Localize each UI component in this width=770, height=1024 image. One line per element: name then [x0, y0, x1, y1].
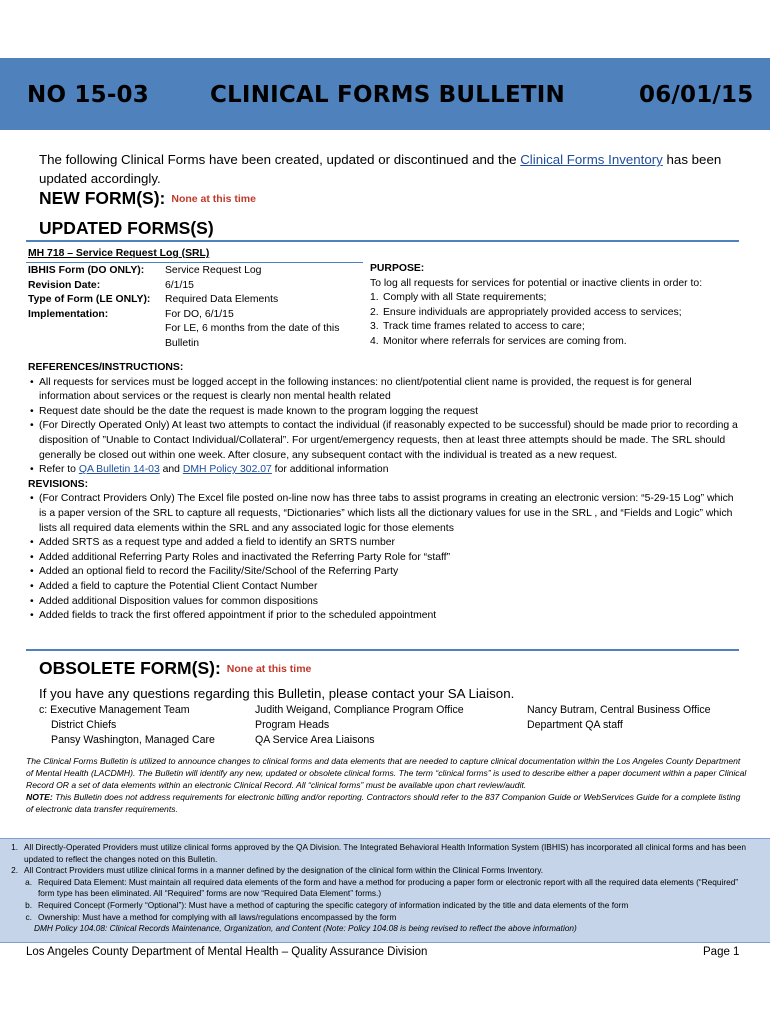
cc-entry: Judith Weigand, Compliance Program Office: [255, 704, 464, 716]
footer-organization: Los Angeles County Department of Mental Health – Quality Assurance Division: [26, 946, 428, 958]
revision-item: • Added SRTS as a request type and added a field to identify an SRTS number: [30, 537, 396, 549]
form-field-row: [28, 279, 365, 294]
field-label: Revision Date:: [28, 279, 101, 291]
cc-column-1: [39, 703, 215, 747]
obsolete-forms-heading: [39, 658, 311, 679]
purpose-item: 2. Ensure individuals are appropriately provided access to services;: [370, 306, 682, 318]
purpose-item: 4. Monitor where referrals for services are coming from.: [370, 335, 627, 347]
form-field-row: [28, 264, 365, 279]
bulletin-title: CLINICAL FORMS BULLETIN: [210, 82, 566, 108]
contact-question: If you have any questions regarding this Bulletin, please contact your SA Liaison.: [39, 686, 515, 701]
purpose-block: [370, 262, 760, 350]
revision-item: • (For Contract Providers Only) The Excel file posted on-line now has three tabs to assist programs in creating an electronic version: “5-29-15 Log” which is a paper version of the SRL to capture all requests, “Dictionaries” which lists all the dictionary values for use in the SRL , and “Fields and Logic” which lists all required data elements within the SRL and any associated logic for those elements: [30, 493, 734, 534]
reference-item: • All requests for services must be logged accept in the following instances: no client/potential client name is provided, the request is for general information about services or the request is clearly non mental health related: [30, 376, 692, 403]
reference-item: • (For Directly Operated Only) At least two attempts to contact the individual (if reasonably expected to be successful) should be made prior to recording a disposition of ”Unable to Contact Individual/Collateral”. For urgent/emergency requests, then at least three attempts should be made. The SRL should generally be closed out within one week. After closure, any subsequent contact with the individual is treated as a new request.: [30, 420, 738, 461]
cc-entry: Pansy Washington, Managed Care: [51, 733, 215, 746]
form-fields: [28, 264, 365, 352]
reference-item: • Request date should be the date the request is made known to the program logging the request: [30, 405, 479, 417]
revision-item: • Added additional Disposition values for common dispositions: [30, 595, 318, 607]
obsolete-forms-label: OBSOLETE FORM(S):: [39, 658, 221, 678]
purpose-item: 3. Track time frames related to access to care;: [370, 321, 585, 333]
field-label: [28, 337, 165, 352]
field-label: IBHIS Form (DO ONLY):: [28, 265, 145, 276]
purpose-list: [370, 291, 760, 349]
requirement-subitem: a. Required Data Element: Must maintain all required data elements of the form and have a method for producing a paper form or electronic report with all the required data elements (“Required” form type has been eliminated. All “Required” forms are now “Required Data Element” forms.): [25, 876, 739, 899]
cc-column-2: [255, 703, 464, 747]
cc-entry: Program Heads: [255, 718, 330, 731]
form-field-row: [28, 337, 365, 352]
form-field-row: [28, 293, 365, 308]
cc-entry: Department QA staff: [527, 718, 623, 731]
revision-item: • Added fields to track the first offered appointment if prior to the scheduled appointment: [30, 610, 437, 622]
form-field-row: [28, 322, 365, 337]
field-label: Type of Form (LE ONLY):: [28, 294, 151, 306]
cc-column-3: [527, 703, 711, 733]
cc-entry: c: Executive Management Team: [39, 704, 190, 716]
form-title: MH 718 – Service Request Log (SRL): [28, 248, 210, 259]
disclaimer-note: NOTE: This Bulletin does not address requirements for electronic billing and/or reporting. Contractors should refer to the 837 Companion Guide or WebServices Guide for a complete listing of electronic data transfer requirements.: [26, 791, 741, 814]
intro-text-after: has been updated accordingly.: [39, 152, 722, 186]
new-forms-label: NEW FORM(S):: [39, 188, 166, 208]
section-divider: [26, 649, 739, 651]
requirements-box: [0, 838, 770, 943]
field-label: Implementation:: [28, 308, 109, 320]
field-label: [28, 322, 165, 337]
section-divider: [26, 240, 739, 242]
new-forms-heading: [39, 188, 256, 209]
field-value: Required Data Elements: [165, 294, 279, 306]
purpose-heading: PURPOSE:: [370, 263, 425, 274]
requirement-item: 1. All Directly-Operated Providers must utilize clinical forms approved by the QA Division. The Integrated Behavioral Health Information System (IBHIS) has incorporated all clinical forms and has been updated to reflect the changes noted on this Bulletin.: [11, 842, 746, 864]
bulletin-disclaimer: [26, 756, 748, 816]
cc-entry: Nancy Butram, Central Business Office: [527, 704, 711, 716]
bulletin-banner: [0, 58, 770, 130]
disclaimer-text: The Clinical Forms Bulletin is utilized to announce changes to clinical forms and data elements that are needed to capture clinical documentation within the Los Angeles County Department of Mental Health (LACDMH). The Bulletin will identify any new, updated or obsolete clinical forms. The term “clinical forms” is used to describe either a paper document within a paper Clinical Record OR a set of data elements within an electronic Clinical Record. All “clinical forms” must be available upon chart review/audit.: [26, 756, 747, 790]
revision-item: • Added a field to capture the Potential Client Contact Number: [30, 580, 318, 592]
purpose-item: 1. Comply with all State requirements;: [370, 292, 547, 304]
field-value: 6/1/15: [165, 279, 194, 291]
field-value: For DO, 6/1/15: [165, 308, 234, 320]
intro-text-before: The following Clinical Forms have been created, updated or discontinued and the: [39, 152, 521, 167]
revisions-heading: REVISIONS:: [28, 478, 89, 490]
revision-item: • Added an optional field to record the Facility/Site/School of the Referring Party: [30, 566, 399, 578]
bulletin-date: 06/01/15: [639, 82, 754, 108]
reference-item: • Refer to QA Bulletin 14-03 and DMH Policy 302.07 for additional information: [30, 464, 389, 476]
references-heading: REFERENCES/INSTRUCTIONS:: [28, 362, 184, 373]
dmh-policy-link[interactable]: DMH Policy 302.07: [182, 464, 272, 476]
clinical-forms-inventory-link[interactable]: Clinical Forms Inventory: [520, 152, 663, 167]
form-field-row: [28, 308, 365, 323]
cc-entry: District Chiefs: [51, 718, 117, 731]
form-title-divider: [26, 262, 363, 263]
obsolete-forms-status: None at this time: [226, 663, 312, 675]
field-value: Service Request Log: [165, 265, 262, 276]
cc-entry: QA Service Area Liaisons: [255, 733, 375, 746]
requirement-subitem: c. Ownership: Must have a method for complying with all laws/regulations encompassed by the form: [25, 911, 397, 922]
revision-item: • Added additional Referring Party Roles and inactivated the Referring Party Role for “staff”: [30, 551, 451, 563]
intro-paragraph: [39, 150, 749, 188]
field-value: For LE, 6 months from the date of this: [165, 323, 340, 335]
policy-reference: DMH Policy 104.08: Clinical Records Maintenance, Organization, and Content (Note: Policy 104.08 is being revised to reflect the above information): [34, 923, 577, 934]
field-value: Bulletin: [165, 337, 200, 349]
updated-forms-heading: UPDATED FORMS(S): [39, 218, 214, 238]
references-block: [28, 361, 738, 624]
requirement-item: 2. All Contract Providers must utilize clinical forms in a manner defined by the designation of the clinical form within the Clinical Forms Inventory.: [11, 865, 544, 876]
page-number: Page 1: [703, 946, 740, 958]
new-forms-status: None at this time: [171, 193, 256, 205]
bulletin-number: NO 15-03: [27, 82, 149, 108]
purpose-text: To log all requests for services for potential or inactive clients in order to:: [370, 277, 703, 289]
qa-bulletin-link[interactable]: QA Bulletin 14-03: [78, 464, 160, 476]
requirement-subitem: b. Required Concept (Formerly “Optional”): Must have a method of capturing the specific category of information indicated by the title and data elements of the form: [25, 899, 629, 910]
